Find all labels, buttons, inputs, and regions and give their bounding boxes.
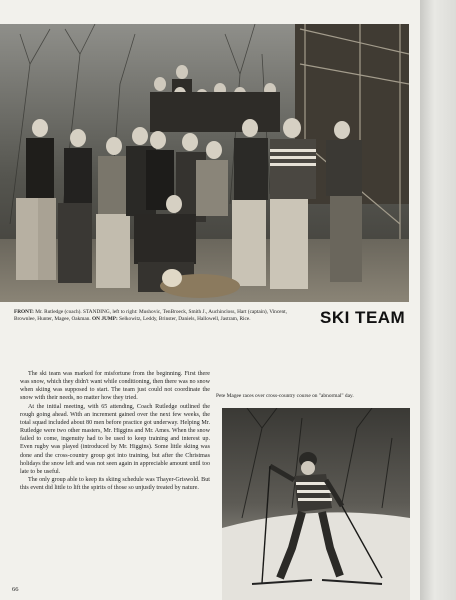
page-number: 66 [12,586,19,593]
article-body [20,370,210,492]
team-photo-caption [14,309,294,324]
page-title: SKI TEAM [320,308,406,327]
caption-on-jump-text: Selkowitz, Leddy, Brinster, Daniels, Hallowell, Jastram, Rice. [119,316,251,323]
caption-front-text: Mr. Rutledge (coach). STANDING, left to right: Mushovic, TenBroeck, Smith J., Auchincloss, Hart (captain), Vincent, Brownlee, Hunter, Magee, Oakman. [14,309,287,323]
skier-photo [222,408,410,600]
ski-photo-caption: Pete Magee races over cross-country course on "abnormal" day. [216,393,354,399]
facing-page-edge [420,0,456,600]
article-paragraph: The only group able to keep its skiing schedule was Thayer-Griswold. But this event did little to lift the spirits of those so unjustly treated by nature. [20,477,210,492]
article-paragraph: At the initial meeting, with 65 attending, Coach Rutledge outlined the rough going ahead. With an increment gained over the next few weeks, the total squad included about 80 men before practice got underway. Helping Mr. Rutledge were two other masters, Mr. Higgins and Mr. Ames. When the snow failed to come, ingenuity had to be used to keep training and interest up. Even rugby was played (introduced by Mr. Higgins). Some little skiing was done and the cross-country group got into training, but after the Christmas holidays the snow left and was not seen again in appreciable amount until too late to be useful. [20,403,210,475]
caption-front-label: FRONT: [14,309,34,315]
article-paragraph: The ski team was marked for misfortune from the beginning. First there was snow, which they didn't want while conditioning, then there was no snow when skiing was supposed to start. The team just could not coordinate the snow with their needs, no matter how they tried. [20,371,210,402]
team-photo [0,24,409,302]
caption-on-jump-label: ON JUMP: [92,316,118,323]
